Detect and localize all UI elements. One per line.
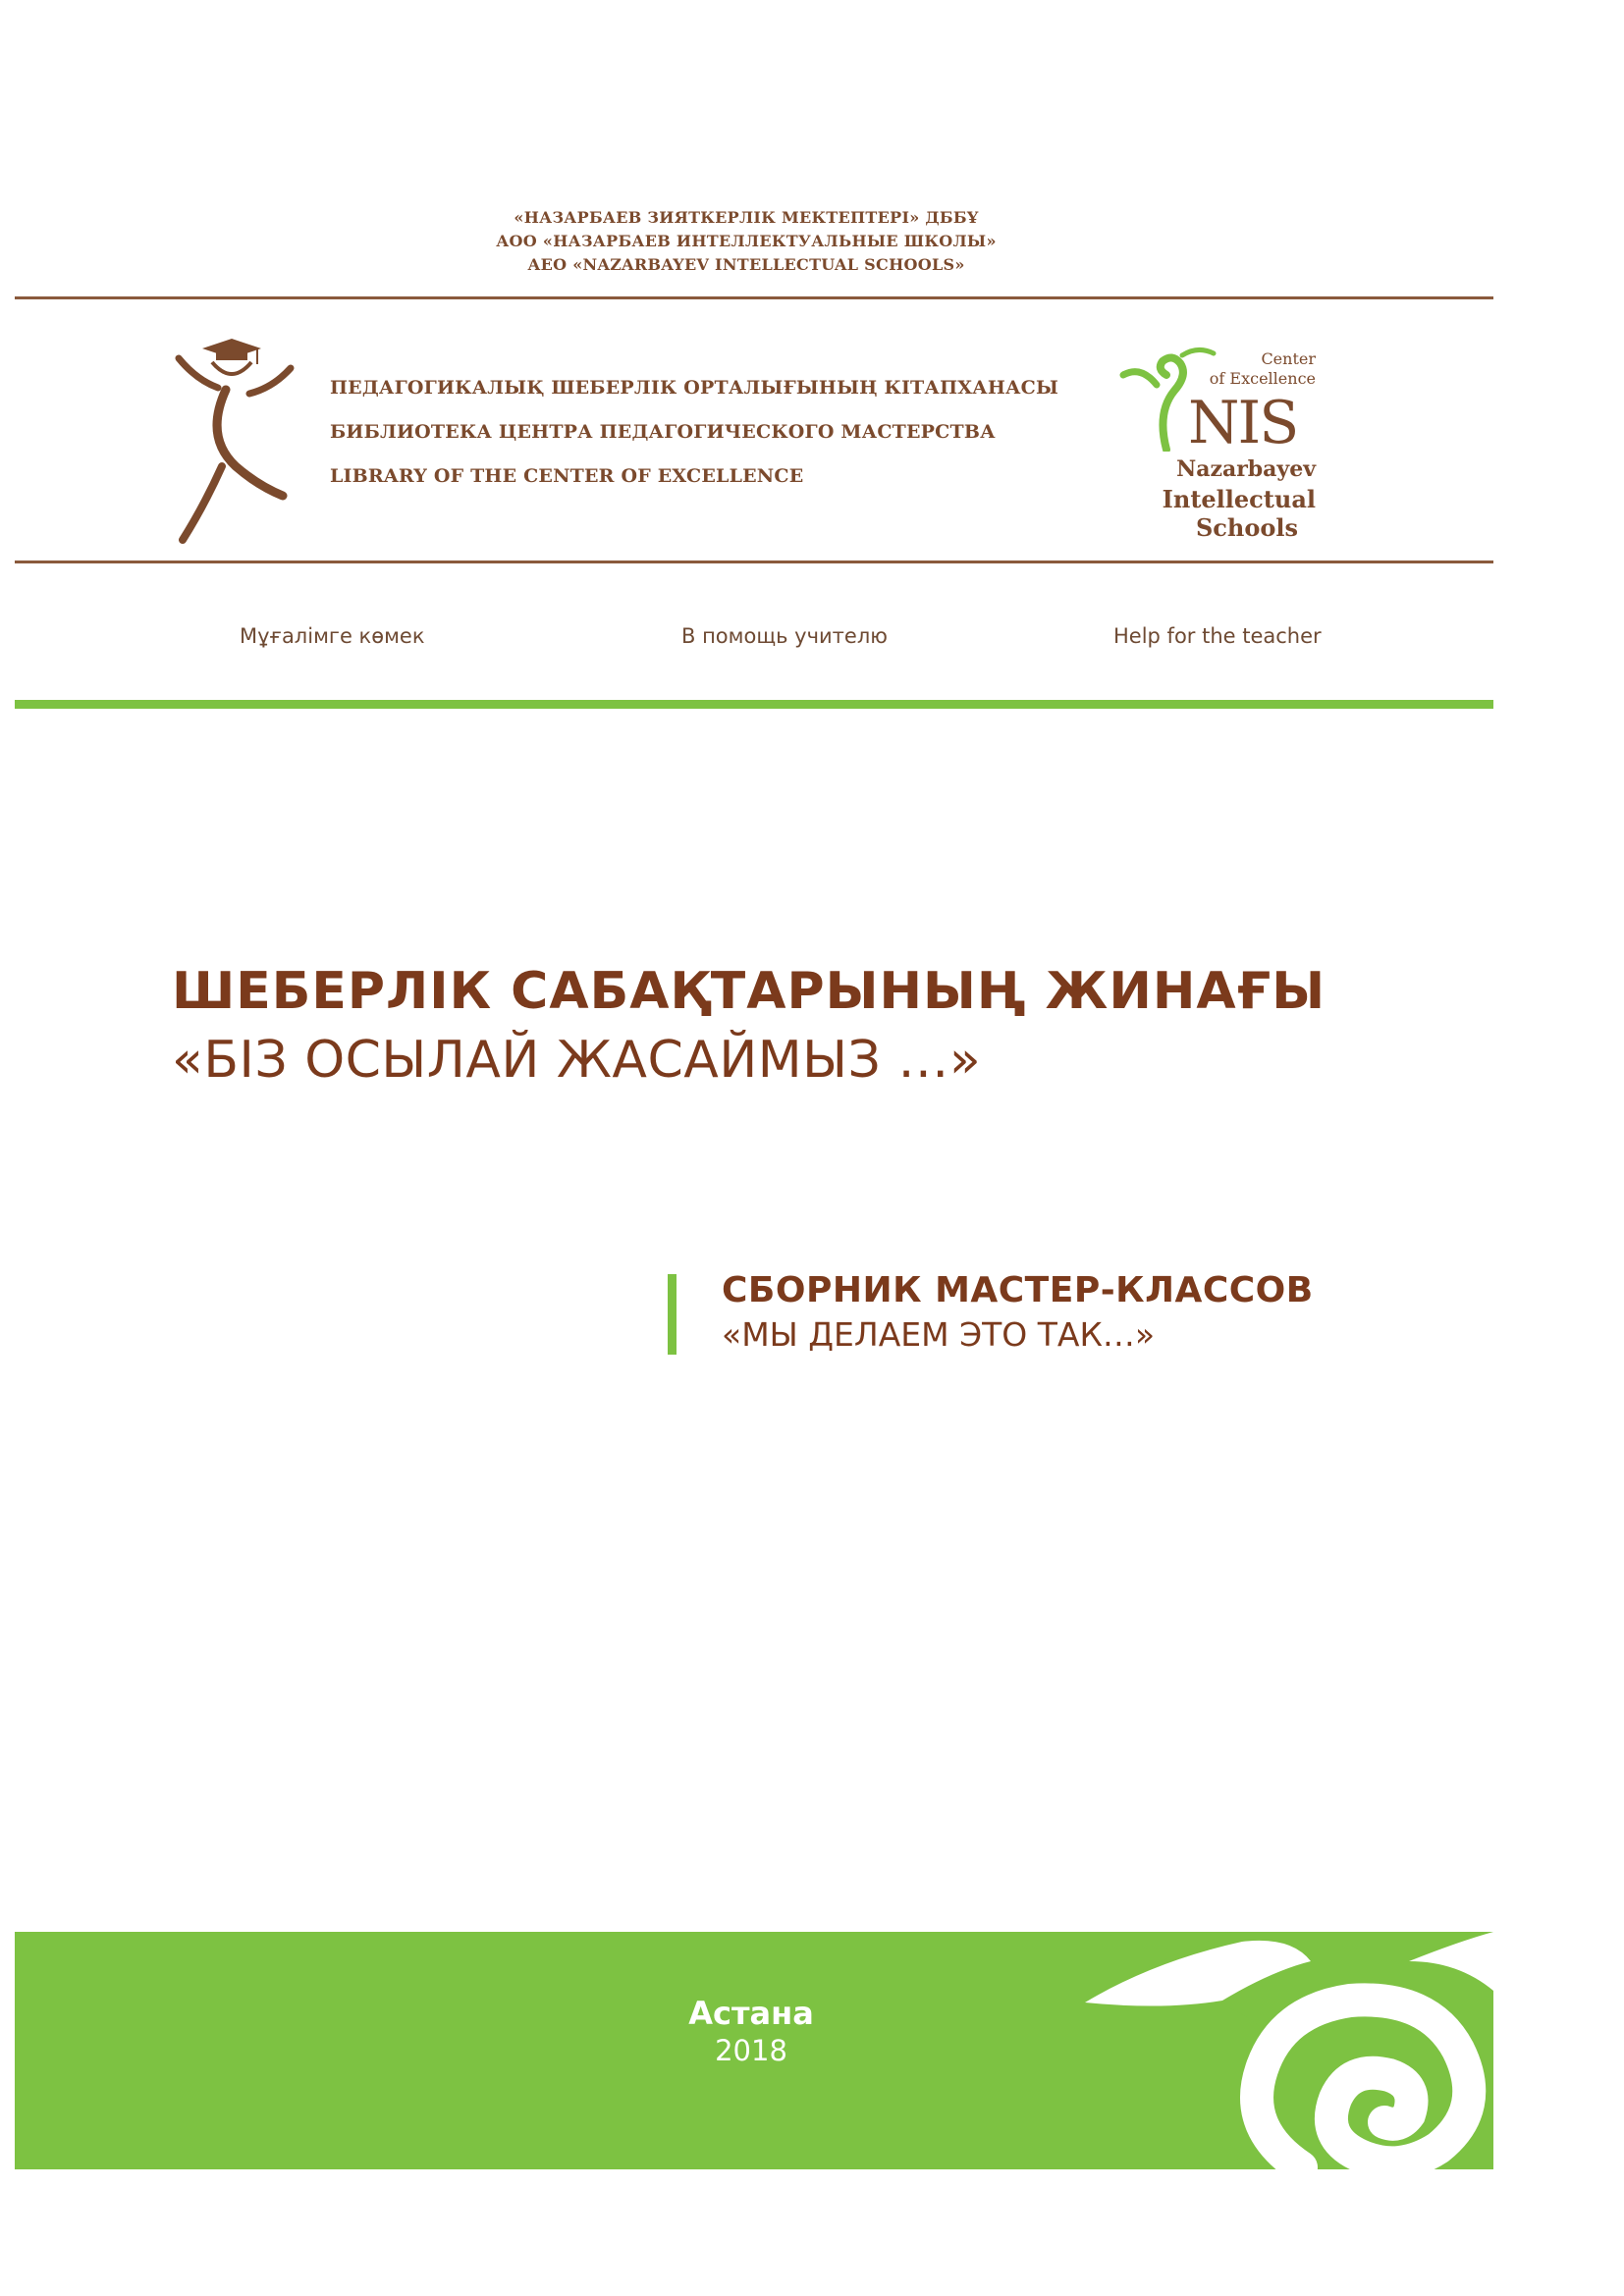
org-line-en: АЕО «NAZARBAYEV INTELLECTUAL SCHOOLS»	[527, 255, 965, 274]
helper-kz: Мұғалімге көмек	[240, 624, 425, 648]
nis-mark: NIS	[1188, 389, 1298, 457]
org-line-kz: «НАЗАРБАЕВ ЗИЯТКЕРЛІК МЕКТЕПТЕРІ» ДББҰ	[514, 208, 979, 227]
nis-name-1: Nazarbayev	[1176, 456, 1316, 482]
top-divider	[15, 296, 1493, 299]
year: 2018	[715, 2034, 787, 2067]
nis-logo	[1110, 344, 1326, 540]
helper-ru: В помощь учителю	[681, 624, 888, 648]
library-line-en: LIBRARY OF THE CENTER OF EXCELLENCE	[330, 465, 804, 487]
nis-center-text: Center	[1261, 349, 1316, 368]
accent-bar	[668, 1274, 677, 1355]
title-sub-ru: «МЫ ДЕЛАЕМ ЭТО ТАК…»	[722, 1315, 1156, 1354]
city: Астана	[688, 1995, 814, 2032]
org-line-ru: АОО «НАЗАРБАЕВ ИНТЕЛЛЕКТУАЛЬНЫЕ ШКОЛЫ»	[496, 232, 997, 250]
mid-divider	[15, 561, 1493, 563]
title-sub-kz: «БІЗ ОСЫЛАЙ ЖАСАЙМЫЗ …»	[172, 1031, 982, 1090]
library-line-kz: ПЕДАГОГИКАЛЫҚ ШЕБЕРЛІК ОРТАЛЫҒЫНЫҢ КІТАПХАНАСЫ	[330, 377, 1059, 399]
title-main-ru: СБОРНИК МАСТЕР-КЛАССОВ	[722, 1270, 1314, 1310]
nis-name-3: Schools	[1195, 513, 1298, 542]
center-of-excellence-logo	[175, 329, 302, 545]
helper-en: Help for the teacher	[1113, 624, 1322, 648]
nis-name-2: Intellectual	[1162, 485, 1316, 513]
nis-excellence-text: of Excellence	[1209, 369, 1316, 388]
organization-header	[0, 206, 1492, 277]
title-main-kz: ШЕБЕРЛІК САБАҚТАРЫНЫҢ ЖИНАҒЫ	[172, 962, 1326, 1021]
library-line-ru: БИБЛИОТЕКА ЦЕНТРА ПЕДАГОГИЧЕСКОГО МАСТЕРСТВА	[330, 421, 996, 443]
green-divider	[15, 700, 1493, 709]
library-title-block	[330, 375, 1058, 507]
